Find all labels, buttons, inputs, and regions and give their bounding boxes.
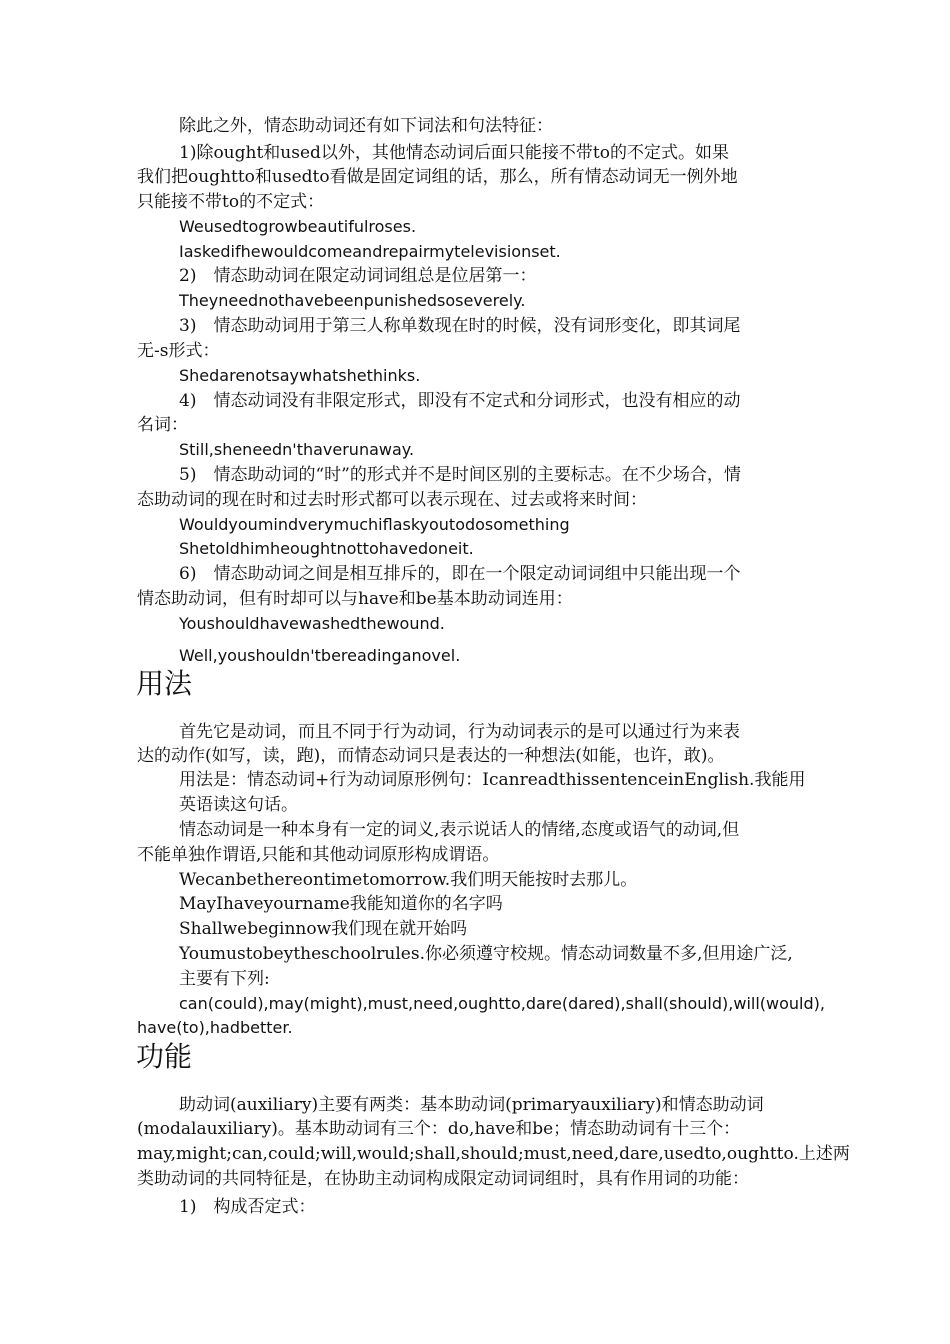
text-line: 英语读这句话。 (179, 795, 298, 815)
example-sentence: Wouldyoumindverymuchiflaskyoutodosomething (179, 515, 570, 534)
text-line: 态助动词的现在时和过去时形式都可以表示现在、过去或将来时间： (137, 490, 647, 510)
text-line: 只能接不带to的不定式： (137, 192, 325, 212)
example-sentence: Theyneednothavebeenpunishedsoseverely. (179, 291, 526, 310)
text-line: 主要有下列: (179, 969, 270, 989)
list-item-4: 4) 情态动词没有非限定形式，即没有不定式和分词形式，也没有相应的动 (179, 391, 741, 411)
list-item-2: 2) 情态助动词在限定动词词组总是位居第一： (179, 266, 537, 286)
text-line: (modalauxiliary)。基本助动词有三个：do,have和be；情态助动词有十三个： (137, 1119, 741, 1139)
text-line: 无-s形式： (137, 341, 220, 361)
text-line: may,might;can,could;will,would;shall,should;must,need,dare,usedto,oughtto.上述两 (137, 1144, 850, 1164)
modal-verb-list: can(could),may(might),must,need,oughtto,dare(dared),shall(should),will(would), (179, 994, 825, 1013)
text-line: 名词： (137, 415, 188, 435)
example-sentence: Shedarenotsaywhatshethinks. (179, 366, 421, 385)
paragraph-intro: 除此之外，情态助动词还有如下词法和句法特征： (179, 116, 553, 136)
example-sentence: Wecanbethereontimetomorrow.我们明天能按时去那儿。 (179, 870, 638, 890)
section-heading-function: 功能 (136, 1040, 193, 1073)
section-heading-usage: 用法 (136, 667, 193, 700)
paragraph-line: 用法是：情态动词+行为动词原形例句：IcanreadthissentenceinEnglish.我能用 (179, 770, 806, 790)
list-item-5: 5) 情态助动词的“时”的形式并不是时间区别的主要标志。在不少场合，情 (179, 465, 741, 485)
example-sentence: MayIhaveyourname我能知道你的名字吗 (179, 894, 503, 914)
list-item-3: 3) 情态助动词用于第三人称单数现在时的时候，没有词形变化，即其词尾 (179, 316, 741, 336)
list-item-6: 6) 情态助动词之间是相互排斥的，即在一个限定动词词组中只能出现一个 (179, 564, 741, 584)
paragraph-line: 助动词(auxiliary)主要有两类：基本助动词(primaryauxiliary)和情态助动词 (179, 1095, 764, 1115)
example-sentence: Youshouldhavewashedthewound. (179, 614, 445, 633)
text-line: 类助动词的共同特征是，在协助主动词构成限定动词词组时，具有作用词的功能： (137, 1169, 749, 1189)
example-sentence: Weusedtogrowbeautifulroses. (179, 217, 417, 236)
modal-verb-list: have(to),hadbetter. (137, 1018, 293, 1037)
text-line: 我们把oughtto和usedto看做是固定词组的话，那么，所有情态动词无一例外地 (137, 167, 738, 187)
example-sentence: Well,youshouldn'tbereadinganovel. (179, 646, 461, 665)
example-sentence: Iaskedifhewouldcomeandrepairmytelevisionset. (179, 242, 561, 261)
example-sentence: Still,sheneedn'thaverunaway. (179, 440, 415, 459)
paragraph-line: 首先它是动词，而且不同于行为动词，行为动词表示的是可以通过行为来表 (179, 722, 740, 742)
text-line: 不能单独作谓语,只能和其他动词原形构成谓语。 (137, 845, 500, 865)
example-sentence: Shallwebeginnow我们现在就开始吗 (179, 919, 468, 939)
example-sentence: Youmustobeytheschoolrules.你必须遵守校规。情态动词数量不多,但用途广泛, (179, 944, 793, 964)
example-sentence: Shetoldhimheoughtnottohavedoneit. (179, 539, 474, 558)
text-line: 达的动作(如写，读，跑)，而情态动词只是表达的一种想法(如能，也许，敢)。 (137, 746, 725, 766)
text-line: 情态助动词，但有时却可以与have和be基本助动词连用： (137, 589, 573, 609)
list-item-1: 1)除ought和used以外，其他情态动词后面只能接不带to的不定式。如果 (179, 143, 729, 163)
list-item-1: 1) 构成否定式： (179, 1197, 316, 1217)
paragraph-line: 情态动词是一种本身有一定的词义,表示说话人的情绪,态度或语气的动词,但 (179, 820, 740, 840)
